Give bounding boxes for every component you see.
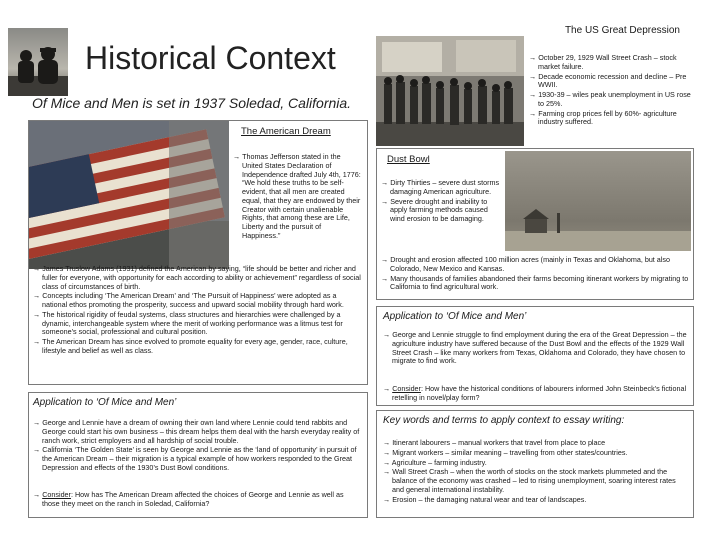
dust-bowl-left-points: [381, 179, 501, 225]
depression-label-box: [520, 22, 680, 40]
arrow-icon: →: [383, 384, 391, 393]
arrow-icon: →: [233, 152, 241, 161]
depression-point: → Farming crop prices fell by 60%- agriculture industry suffered.: [529, 108, 677, 127]
list-item: → Itinerant labourers – manual workers that travel from place to place: [383, 438, 606, 447]
depression-point: → October 29, 1929 Wall Street Crash – stock market failure.: [529, 53, 677, 71]
arrow-icon: →: [529, 108, 537, 118]
arrow-icon: →: [383, 438, 391, 447]
arrow-icon: →: [33, 418, 41, 427]
page-title: Historical Context: [85, 40, 336, 76]
american-dream-label: The American Dream: [241, 126, 331, 137]
subtitle: Of Mice and Men is set in 1937 Soledad, California.: [32, 95, 352, 111]
arrow-icon: →: [33, 445, 41, 455]
arrow-icon: →: [383, 447, 391, 457]
depression-point: → 1930-39 – wiles peak unemployment in US rose to 25%.: [529, 90, 691, 108]
list-item: → Migrant workers – similar meaning – travelling from other states/countries.: [383, 447, 628, 457]
depression-label: The US Great Depression: [564, 25, 680, 36]
list-item: → Agriculture – farming industry.: [383, 457, 487, 467]
depression-points: [529, 54, 694, 128]
dust-storm-photo: [505, 151, 691, 251]
american-dream-points: [33, 265, 363, 357]
arrow-icon: →: [381, 196, 389, 206]
list-item: → James Truslow Adams (1931) defined the American by saying, “life should be better and richer and fuller for everyone, with opportunity for each according to ability or achievement” regardless of social class of circumstances of birth.: [33, 264, 361, 291]
list-item: → Drought and erosion affected 100 million acres (mainly in Texas and Oklahoma, but also Colorado, New Mexico and Kansas.: [381, 255, 670, 273]
consider-label: Consider: [392, 384, 421, 393]
application-left-consider: → Consider: How has The American Dream affected the choices of George and Lennie as well as those they meet on the ranch in Soledad, California?: [33, 490, 344, 508]
application-right-box: [376, 306, 694, 406]
arrow-icon: →: [383, 457, 391, 467]
list-item: → George and Lennie have a dream of owning their own land where Lennie could tend rabbits and George could start his own business – this dream helps them deal with the harsh everyday reality of ranch work, strict employers and all hardship of social trouble.: [33, 418, 360, 445]
arrow-icon: →: [529, 53, 537, 62]
list-item: → The historical rigidity of feudal systems, class structures and hierarchies were challenged by a dynamic, interchangeable system where the merit of working performance was a litmus test for someone’s social, professional and cultural position.: [33, 309, 343, 337]
depression-point: → Decade economic recession and decline – Pre WWII.: [529, 71, 687, 90]
key-words-heading: Key words and terms to apply context to essay writing:: [383, 415, 625, 426]
consider-label: Consider: [42, 490, 71, 499]
list-item: → The American Dream has since evolved to promote equality for every age, gender, race, culture, lifestyle and belief as well as class.: [33, 337, 348, 356]
arrow-icon: →: [33, 264, 41, 273]
dust-bowl-points: [381, 256, 689, 293]
american-flag-photo: [29, 121, 229, 269]
american-dream-intro: → Thomas Jefferson stated in the United States Declaration of Independence drafted July 4th, 1776: “We hold these truths to be self-evident, that all men are created equal, that they are endowed by their Creator with certain unalienable Rights, that among these are Life, Liberty and the pursuit of Happiness.”: [233, 152, 361, 241]
application-left-heading: Application to ‘Of Mice and Men’: [33, 397, 177, 408]
arrow-icon: →: [33, 309, 41, 319]
list-item: → Wall Street Crash – when the worth of stocks on the stock markets plummeted and the balance of the economy was crashed – led to rising unemployment, soaring interest rates and general international instability.: [383, 467, 676, 494]
key-words-points: [383, 439, 689, 505]
application-right-consider: → Consider: How have the historical conditions of labourers informed John Steinbeck’s fictional retelling in novel/play form?: [383, 384, 687, 402]
arrow-icon: →: [529, 90, 537, 100]
list-item: → Many thousands of families abandoned their farms becoming itinerant workers by migrating to California to find agricultural work.: [381, 273, 689, 292]
arrow-icon: →: [383, 330, 391, 339]
application-left-points: [33, 419, 363, 474]
arrow-icon: →: [381, 255, 389, 264]
arrow-icon: →: [381, 273, 389, 283]
arrow-icon: →: [33, 490, 41, 499]
arrow-icon: →: [383, 467, 391, 477]
arrow-icon: →: [33, 291, 41, 301]
silhouette-photo: [8, 28, 68, 96]
list-item: → Severe drought and inability to apply farming methods caused wind erosion to be damaging.: [381, 196, 488, 224]
application-left-box: [28, 392, 368, 518]
application-right-points: [383, 331, 687, 367]
list-item: → Erosion – the damaging natural wear and tear of landscapes.: [383, 494, 587, 504]
list-item: → George and Lennie struggle to find employment during the era of the Great Depression – the agriculture industry have suffered because of the Dust Bowl and the effects of the 1929 Wall Street Crash – like many workers from Texas, Oklahoma and Colorado, they have chosen to migrate to find work.: [383, 330, 687, 366]
application-right-heading: Application to ‘Of Mice and Men’: [383, 311, 527, 322]
american-dream-box: [28, 120, 368, 385]
list-item: → Dirty Thirties – severe dust storms damaging American agriculture.: [381, 178, 500, 196]
arrow-icon: →: [383, 494, 391, 504]
arrow-icon: →: [33, 337, 41, 347]
list-item: → Concepts including ‘The American Dream’ and ‘The Pursuit of Happiness’ were adopted as a national ethos promoting the prosperity, success and upward social mobility through hard work.: [33, 291, 344, 310]
dust-bowl-label: Dust Bowl: [387, 154, 430, 165]
arrow-icon: →: [529, 71, 537, 81]
key-words-box: [376, 410, 694, 518]
breadline-photo: [376, 36, 524, 146]
dust-bowl-box: [376, 148, 694, 300]
list-item: → California ‘The Golden State’ is seen by George and Lennie as the ‘land of opportunity’ in pursuit of the American Dream – their migration is a typical example of how workers responded to the Great Depression and effects of the 1930’s Dust Bowl conditions.: [33, 445, 357, 472]
arrow-icon: →: [381, 178, 389, 187]
